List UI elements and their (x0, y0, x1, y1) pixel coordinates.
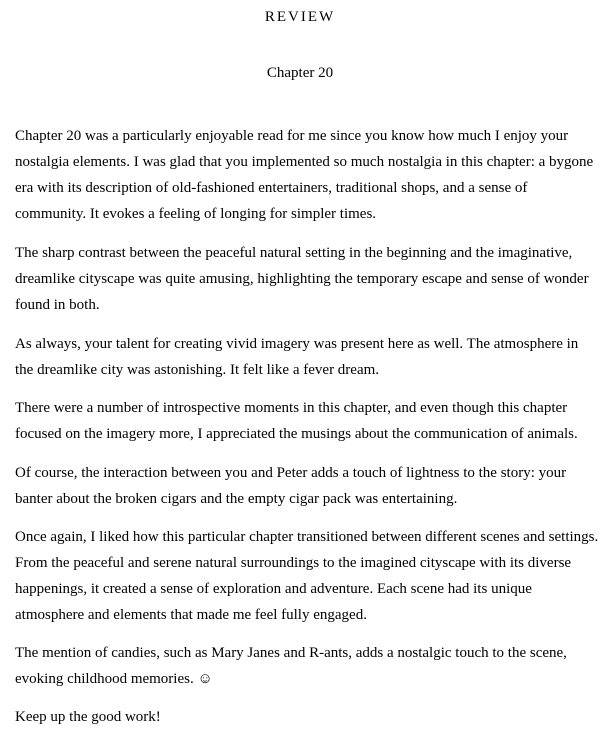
text-line: found in both. (15, 297, 100, 313)
text-line: era with its description of old-fashioned entertainers, traditional shops, and a sense of (15, 180, 528, 196)
review-paragraph (15, 123, 600, 227)
text-line: dreamlike cityscape was quite amusing, highlighting the temporary escape and sense of wonder (15, 271, 589, 287)
document-heading: REVIEW (264, 9, 336, 25)
review-paragraph (15, 240, 600, 318)
text-line: Chapter 20 was a particularly enjoyable read for me since you know how much I enjoy your (15, 128, 569, 144)
review-paragraph (15, 524, 600, 628)
text-line: focused on the imagery more, I appreciated the musings about the communication of animals. (15, 426, 578, 442)
review-paragraph (15, 460, 600, 512)
text-line: evoking childhood memories. ☺ (15, 671, 213, 687)
text-line: nostalgia elements. I was glad that you implemented so much nostalgia in this chapter: a bygone (15, 154, 594, 170)
text-line: the dreamlike city was astonishing. It felt like a fever dream. (15, 362, 380, 378)
review-paragraph (15, 640, 600, 692)
text-line: Of course, the interaction between you and Peter adds a touch of lightness to the story: your (15, 465, 567, 481)
review-paragraph (15, 331, 600, 383)
text-line: There were a number of introspective moments in this chapter, and even though this chapter (15, 400, 568, 416)
review-paragraph (15, 704, 600, 730)
chapter-title: Chapter 20 (266, 65, 334, 81)
text-line: Keep up the good work! (15, 709, 161, 725)
text-line: community. It evokes a feeling of longing for simpler times. (15, 206, 377, 222)
text-line: Once again, I liked how this particular chapter transitioned between different scenes and settings. (15, 529, 599, 545)
text-line: The sharp contrast between the peaceful natural setting in the beginning and the imaginative, (15, 245, 573, 261)
text-line: happenings, it created a sense of exploration and adventure. Each scene had its unique (15, 581, 532, 597)
text-line: The mention of candies, such as Mary Janes and R-ants, adds a nostalgic touch to the scene, (15, 645, 567, 661)
text-line: From the peaceful and serene natural surroundings to the imagined cityscape with its diverse (15, 555, 572, 571)
review-paragraph (15, 395, 600, 447)
text-line: banter about the broken cigars and the empty cigar pack was entertaining. (15, 491, 458, 507)
text-line: atmosphere and elements that made me feel fully engaged. (15, 607, 367, 623)
text-line: As always, your talent for creating vivid imagery was present here as well. The atmosphere in (15, 336, 579, 352)
